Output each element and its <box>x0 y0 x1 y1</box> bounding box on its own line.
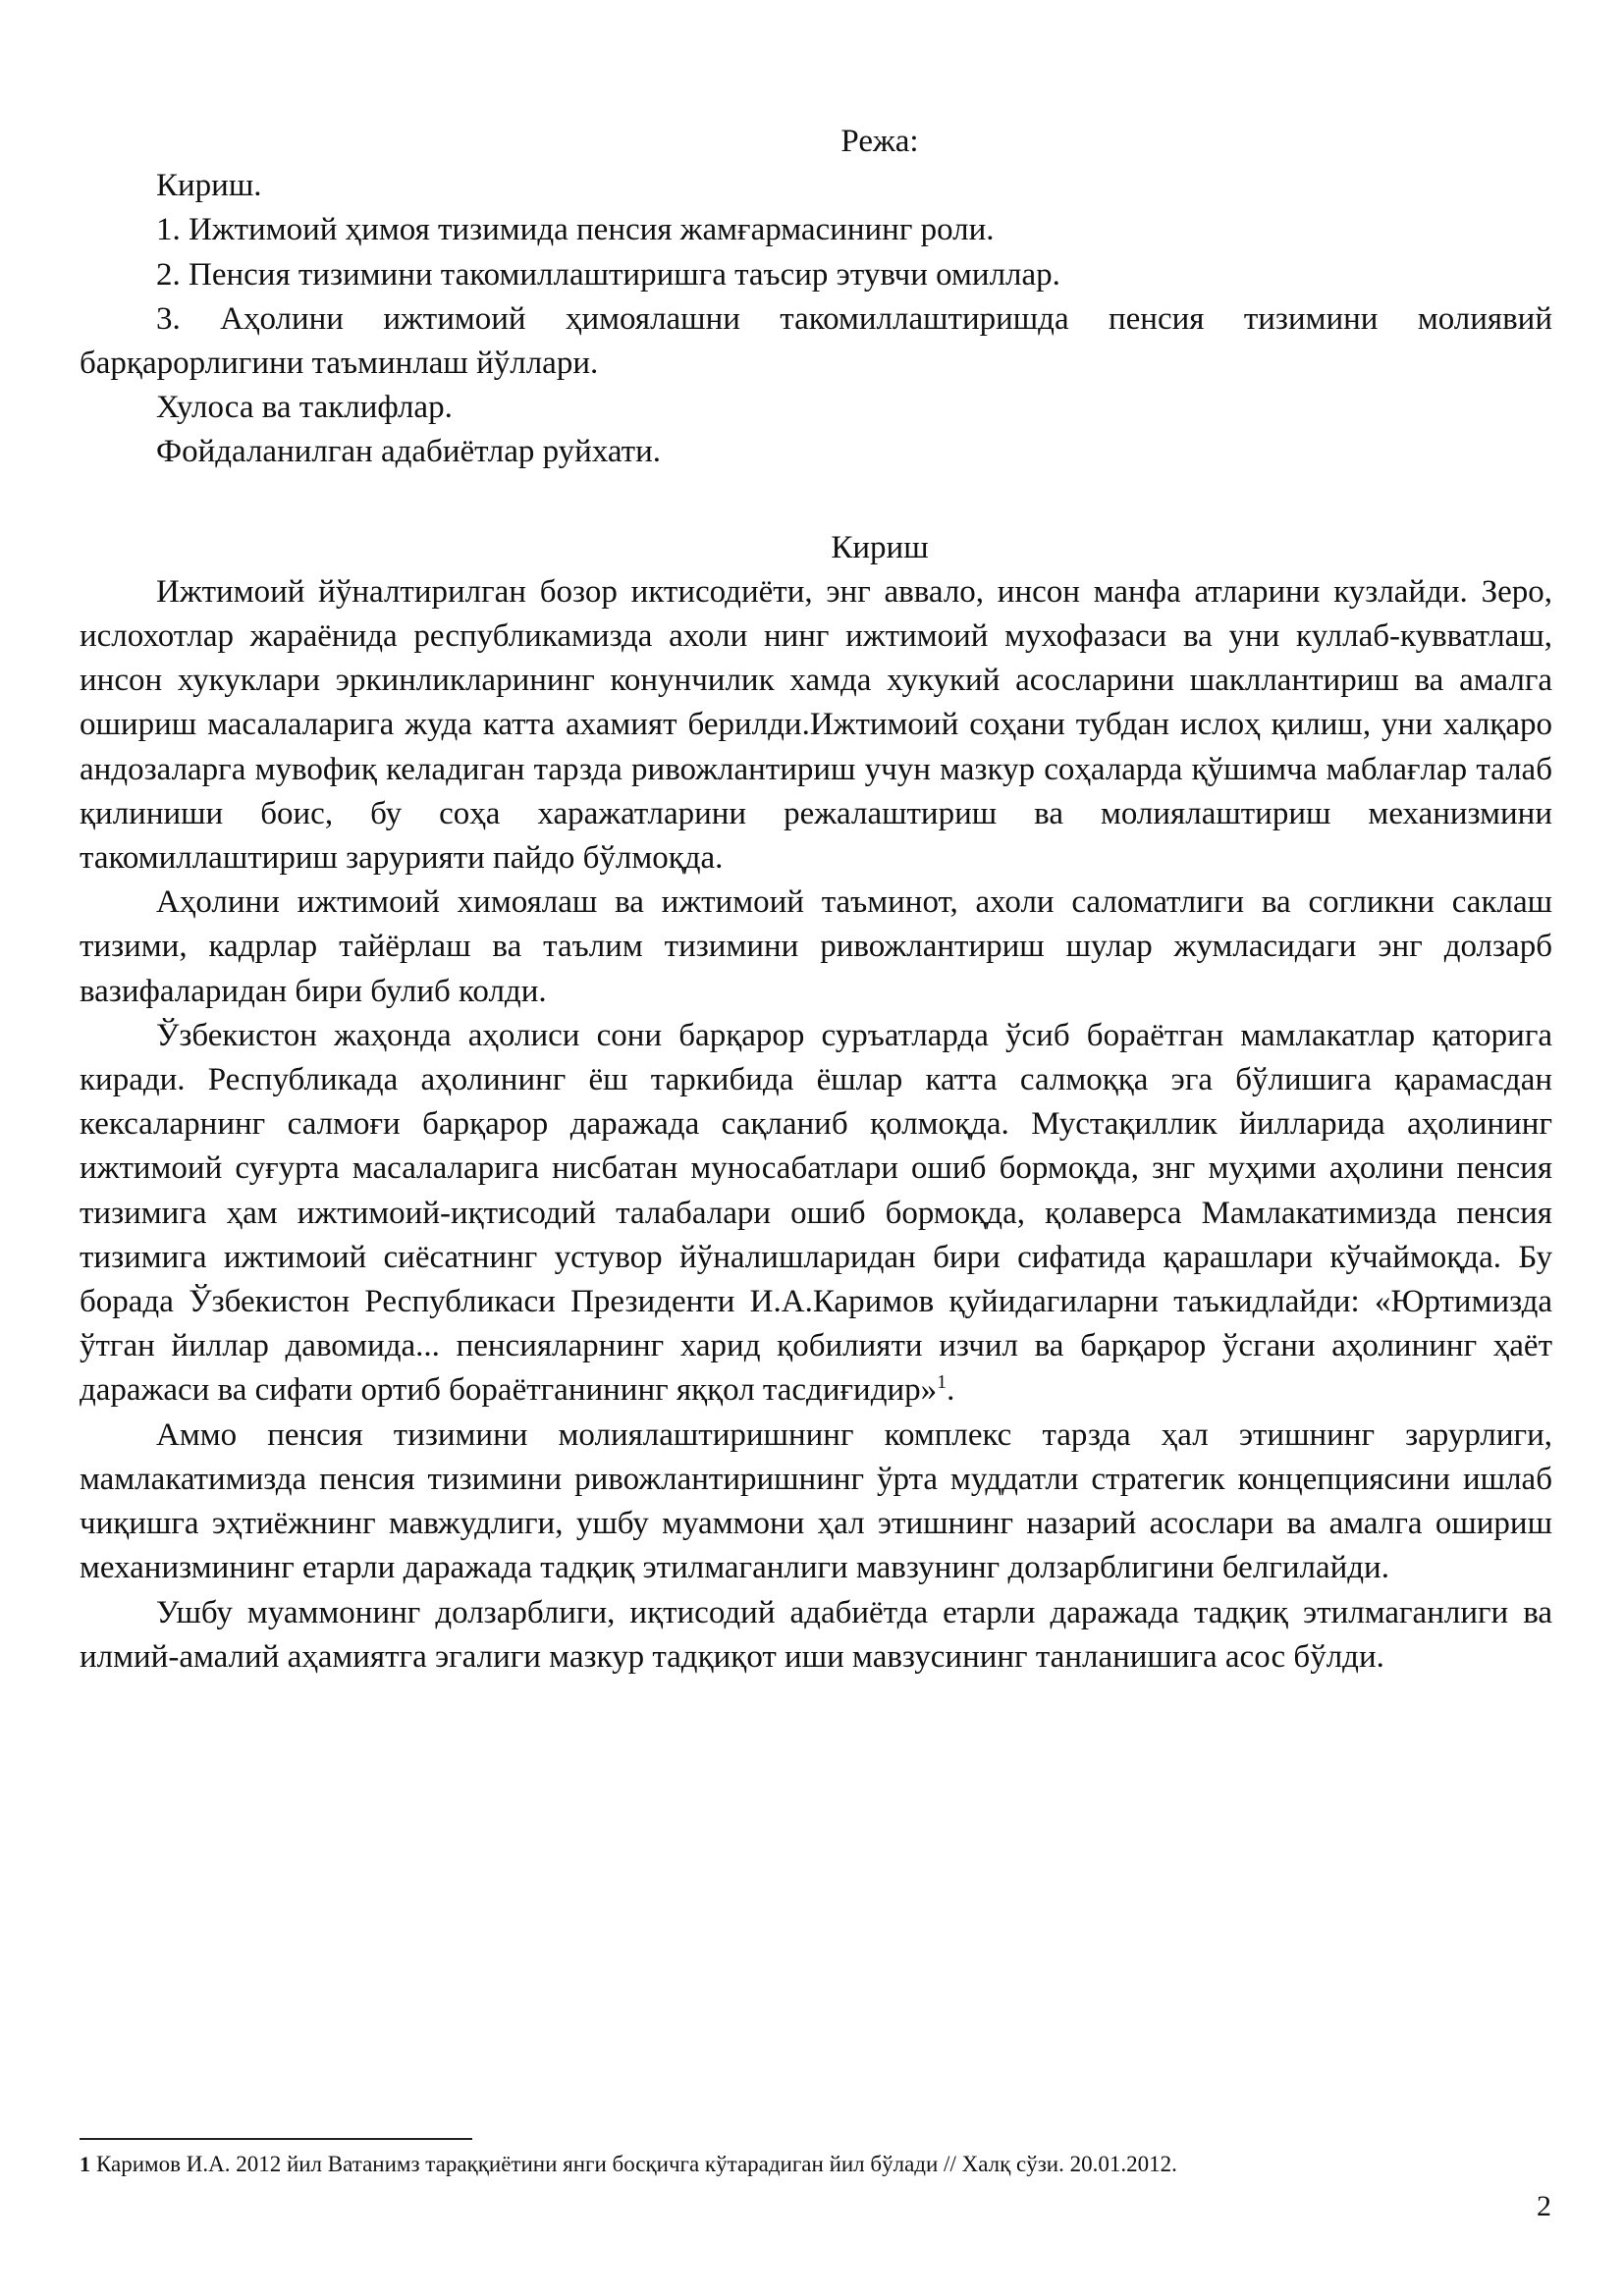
footnote-reference[interactable]: 1 <box>937 1371 947 1394</box>
footnote-mark: 1 <box>80 2152 90 2176</box>
intro-heading: Кириш <box>831 529 929 565</box>
footnote-reference-period: . <box>947 1372 955 1409</box>
plan-heading: Режа: <box>840 124 919 159</box>
intro-paragraph-4: Аммо пенсия тизимини молиялаштиришнинг комплекс тарзда ҳал этишнинг зарурлиги, мамлакатимизда пенсия тизимини ривожлантиришнинг ўрта муддатли стратегик концепциясини ишлаб чиқишга эҳтиёжнинг мавжудлиги, ушбу муаммони ҳал этишнинг назарий асослари ва амалга ошириш механизмининг етарли даражада тадқиқ этилмаганлиги мавзунинг долзарблигини белгилайди. <box>80 1416 1552 1586</box>
footnote-text: Каримов И.А. 2012 йил Ватанимз тараққиётини янги босқичга кўтарадиган йил бўлади // Халқ сўзи. 20.01.2012. <box>96 2152 1177 2176</box>
plan-item-1: 1. Ижтимоий ҳимоя тизимида пенсия жамғармасининг роли. <box>156 212 995 248</box>
intro-paragraph-2: Аҳолини ижтимоий химоялаш ва ижтимоий таъминот, ахоли саломатлиги ва согликни саклаш тизими, кадрлар тайёрлаш ва таълим тизимини ривожлантириш шулар жумласидаги энг долзарб вазифаларидан бири булиб колди. <box>80 884 1552 1009</box>
main-content <box>80 120 1552 1680</box>
footnote <box>80 2150 1552 2179</box>
plan-item-references: Фойдаланилган адабиётлар руйхати. <box>156 434 662 470</box>
intro-paragraph-3-text: Ўзбекистон жаҳонда аҳолиси сони барқарор суръатларда ўсиб бораётган мамлакатлар қаторига киради. Республикада аҳолининг ёш таркибида ёшлар катта салмоққа эга бўлишига қарамасдан кексаларнинг салмоғи барқарор даражада сақланиб қолмоқда. Мустақиллик йилларида аҳолининг ижтимоий суғурта масалаларига нисбатан муносабатлари ошиб бормоқда, знг муҳими аҳолини пенсия тизимига ҳам ижтимоий-иқтисодий талабалари ошиб бормоқда, қолаверса Мамлакатимизда пенсия тизимига ижтимоий сиёсатнинг устувор йўналишларидан бири сифатида қарашлари кўчаймоқда. Бу борада Ўзбекистон Республикаси Президенти И.А.Каримов қуйидагиларни таъкидлайди: «Юртимизда ўтган йиллар давомида... пенсияларнинг харид қобилияти изчил ва барқарор ўсгани аҳолининг ҳаёт даражаси ва сифати ортиб бораётганининг яққол тасдиғидир» <box>80 1017 1552 1409</box>
footnote-divider <box>80 2138 472 2140</box>
page-number: 2 <box>1537 2190 1551 2222</box>
plan-item-conclusion: Хулоса ва таклифлар. <box>156 390 453 426</box>
plan-item-3: 3. Аҳолини ижтимоий ҳимоялашни такомиллаштиришда пенсия тизимини молиявий барқарорлигини таъминлаш йўллари. <box>80 300 1552 382</box>
section-gap <box>80 475 1552 526</box>
intro-paragraph-5: Ушбу муаммонинг долзарблиги, иқтисодий адабиётда етарли даражада тадқиқ этилмаганлиги ва илмий-амалий аҳамиятга эгалиги мазкур тадқиқот иши мавзусининг танланишига асос бўлди. <box>80 1594 1552 1675</box>
intro-paragraph-1: Ижтимоий йўналтирилган бозор иктисодиёти, энг аввало, инсон манфа атларини кузлайди. Зеро, ислохотлар жараёнида республикамизда ахоли нинг ижтимоий мухофазаси ва уни куллаб-кувватлаш, инсон хукуклари эркинликларининг конунчилик хамда хукукий асосларини шакллантириш ва амалга ошириш масалаларига жуда катта ахамият берилди.Ижтимоий соҳани тубдан ислоҳ қилиш, уни халқаро андозаларга мувофиқ келадиган тарзда ривожлантириш учун мазкур соҳаларда қўшимча маблағлар талаб қилиниши боис, бу соҳа харажатларини режалаштириш ва молиялаштириш механизмини такомиллаштириш зарурияти пайдо бўлмоқда. <box>80 573 1552 877</box>
plan-item-intro: Кириш. <box>156 168 262 204</box>
plan-list <box>80 164 1552 474</box>
plan-item-2: 2. Пенсия тизимини такомиллаштиришга таъсир этувчи омиллар. <box>156 256 1060 293</box>
intro-paragraph-3 <box>80 1014 1552 1414</box>
